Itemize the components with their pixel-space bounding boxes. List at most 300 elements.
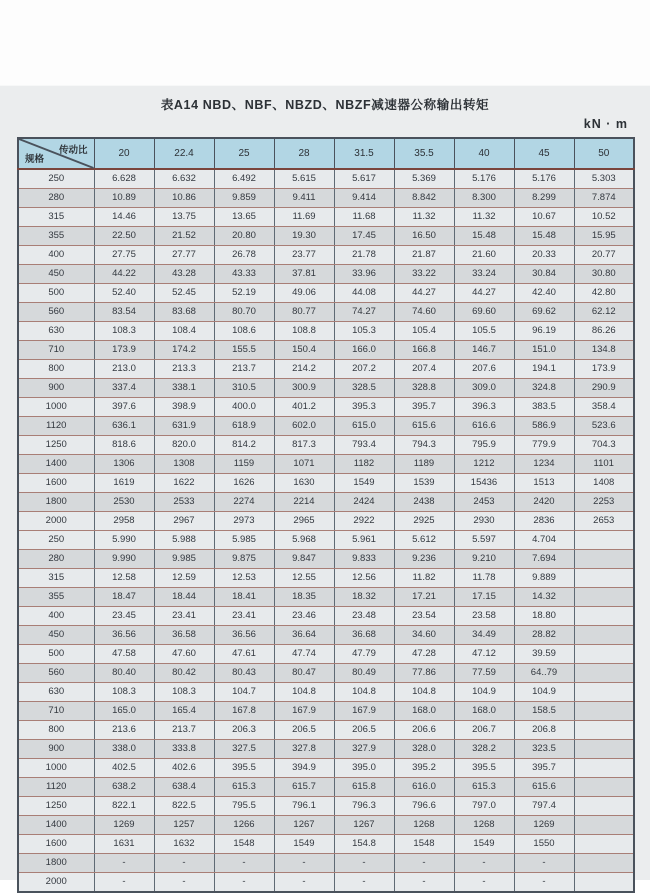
value-cell: 11.32 — [394, 208, 454, 227]
value-cell: 616.0 — [394, 778, 454, 797]
value-cell: 104.8 — [394, 683, 454, 702]
table-row — [18, 664, 634, 683]
value-cell: 13.65 — [214, 208, 274, 227]
value-cell: 5.303 — [574, 169, 634, 189]
value-cell: 814.2 — [214, 436, 274, 455]
value-cell: 104.8 — [334, 683, 394, 702]
table-row — [18, 854, 634, 873]
value-cell: 174.2 — [154, 341, 214, 360]
value-cell: - — [334, 873, 394, 893]
value-cell: 2453 — [454, 493, 514, 512]
value-cell: 395.5 — [214, 759, 274, 778]
value-cell: 1212 — [454, 455, 514, 474]
value-cell: 12.55 — [274, 569, 334, 588]
value-cell: 638.2 — [94, 778, 154, 797]
table-row — [18, 208, 634, 227]
value-cell: 80.49 — [334, 664, 394, 683]
value-cell: - — [274, 873, 334, 893]
table-row — [18, 702, 634, 721]
value-cell: 36.64 — [274, 626, 334, 645]
column-header: 35.5 — [394, 138, 454, 169]
value-cell: 5.369 — [394, 169, 454, 189]
value-cell: 615.6 — [514, 778, 574, 797]
value-cell: 206.5 — [334, 721, 394, 740]
value-cell: 395.7 — [514, 759, 574, 778]
value-cell: 52.45 — [154, 284, 214, 303]
value-cell: 207.4 — [394, 360, 454, 379]
value-cell: 80.47 — [274, 664, 334, 683]
value-cell: 1182 — [334, 455, 394, 474]
value-cell: 5.985 — [214, 531, 274, 550]
value-cell: 22.50 — [94, 227, 154, 246]
value-cell: 11.82 — [394, 569, 454, 588]
value-cell: 2253 — [574, 493, 634, 512]
value-cell: 2420 — [514, 493, 574, 512]
table-row — [18, 303, 634, 322]
value-cell: 18.80 — [514, 607, 574, 626]
value-cell — [574, 797, 634, 816]
table-row — [18, 569, 634, 588]
value-cell: 21.87 — [394, 246, 454, 265]
value-cell: 327.8 — [274, 740, 334, 759]
value-cell: 206.3 — [214, 721, 274, 740]
spec-cell: 560 — [18, 303, 94, 322]
value-cell: 11.68 — [334, 208, 394, 227]
value-cell — [574, 778, 634, 797]
value-cell: 1189 — [394, 455, 454, 474]
value-cell: 2424 — [334, 493, 394, 512]
table-row — [18, 645, 634, 664]
value-cell: 206.7 — [454, 721, 514, 740]
value-cell: 105.4 — [394, 322, 454, 341]
header-row — [18, 138, 634, 169]
spec-cell: 1000 — [18, 759, 94, 778]
value-cell: 8.300 — [454, 189, 514, 208]
value-cell: 5.176 — [454, 169, 514, 189]
value-cell: 43.28 — [154, 265, 214, 284]
value-cell: 23.45 — [94, 607, 154, 626]
value-cell: 15.48 — [454, 227, 514, 246]
value-cell: 615.3 — [454, 778, 514, 797]
value-cell: 44.08 — [334, 284, 394, 303]
value-cell: 49.06 — [274, 284, 334, 303]
value-cell: 1550 — [514, 835, 574, 854]
column-header: 45 — [514, 138, 574, 169]
spec-cell: 1800 — [18, 493, 94, 512]
value-cell: 10.67 — [514, 208, 574, 227]
value-cell: 8.299 — [514, 189, 574, 208]
table-row — [18, 436, 634, 455]
value-cell: - — [94, 873, 154, 893]
value-cell: 108.4 — [154, 322, 214, 341]
value-cell: 2214 — [274, 493, 334, 512]
value-cell: 6.628 — [94, 169, 154, 189]
value-cell: 44.27 — [454, 284, 514, 303]
value-cell: 13.75 — [154, 208, 214, 227]
value-cell: 104.8 — [274, 683, 334, 702]
value-cell: 704.3 — [574, 436, 634, 455]
value-cell: 42.40 — [514, 284, 574, 303]
table-row — [18, 189, 634, 208]
table-row — [18, 778, 634, 797]
value-cell: 396.3 — [454, 398, 514, 417]
value-cell: 44.27 — [394, 284, 454, 303]
value-cell: 83.54 — [94, 303, 154, 322]
spec-cell: 800 — [18, 360, 94, 379]
value-cell — [574, 550, 634, 569]
value-cell: 167.9 — [334, 702, 394, 721]
value-cell: 820.0 — [154, 436, 214, 455]
spec-cell: 450 — [18, 265, 94, 284]
spec-cell: 1250 — [18, 797, 94, 816]
spec-cell: 500 — [18, 645, 94, 664]
value-cell: 108.3 — [154, 683, 214, 702]
value-cell — [574, 645, 634, 664]
value-cell: 206.5 — [274, 721, 334, 740]
spec-cell: 450 — [18, 626, 94, 645]
value-cell — [574, 721, 634, 740]
table-row — [18, 588, 634, 607]
value-cell: - — [214, 854, 274, 873]
value-cell: 23.41 — [154, 607, 214, 626]
value-cell: 395.7 — [394, 398, 454, 417]
value-cell: 616.6 — [454, 417, 514, 436]
value-cell: 77.59 — [454, 664, 514, 683]
value-cell: 207.2 — [334, 360, 394, 379]
table-row — [18, 455, 634, 474]
column-header: 50 — [574, 138, 634, 169]
value-cell: 158.5 — [514, 702, 574, 721]
value-cell: 213.6 — [94, 721, 154, 740]
column-header: 28 — [274, 138, 334, 169]
value-cell: 1269 — [94, 816, 154, 835]
value-cell: 602.0 — [274, 417, 334, 436]
value-cell: 214.2 — [274, 360, 334, 379]
value-cell: 167.9 — [274, 702, 334, 721]
table-row — [18, 550, 634, 569]
value-cell: 9.236 — [394, 550, 454, 569]
value-cell: 1539 — [394, 474, 454, 493]
value-cell: 47.12 — [454, 645, 514, 664]
value-cell: 1630 — [274, 474, 334, 493]
value-cell: 74.27 — [334, 303, 394, 322]
value-cell: 168.0 — [394, 702, 454, 721]
value-cell: 5.968 — [274, 531, 334, 550]
value-cell: 395.2 — [394, 759, 454, 778]
spec-cell: 2000 — [18, 873, 94, 893]
value-cell: 18.35 — [274, 588, 334, 607]
value-cell: 615.8 — [334, 778, 394, 797]
value-cell: 96.19 — [514, 322, 574, 341]
value-cell: 108.3 — [94, 322, 154, 341]
value-cell: 5.988 — [154, 531, 214, 550]
value-cell: 18.47 — [94, 588, 154, 607]
value-cell: 47.60 — [154, 645, 214, 664]
value-cell: 9.210 — [454, 550, 514, 569]
value-cell: 17.21 — [394, 588, 454, 607]
value-cell — [574, 588, 634, 607]
spec-cell: 1600 — [18, 474, 94, 493]
table-row — [18, 246, 634, 265]
value-cell: 5.597 — [454, 531, 514, 550]
value-cell: 1513 — [514, 474, 574, 493]
value-cell: 166.0 — [334, 341, 394, 360]
value-cell: - — [454, 854, 514, 873]
value-cell: 394.9 — [274, 759, 334, 778]
value-cell: 795.9 — [454, 436, 514, 455]
value-cell: 1269 — [514, 816, 574, 835]
spec-cell: 355 — [18, 588, 94, 607]
value-cell: 1622 — [154, 474, 214, 493]
spec-cell: 280 — [18, 550, 94, 569]
spec-cell: 560 — [18, 664, 94, 683]
corner-cell — [18, 138, 94, 169]
spec-cell: 1600 — [18, 835, 94, 854]
value-cell: 150.4 — [274, 341, 334, 360]
value-cell: 173.9 — [574, 360, 634, 379]
value-cell: 105.3 — [334, 322, 394, 341]
value-cell: 323.5 — [514, 740, 574, 759]
value-cell: 5.617 — [334, 169, 394, 189]
value-cell: 1632 — [154, 835, 214, 854]
value-cell: 2967 — [154, 512, 214, 531]
value-cell: 207.6 — [454, 360, 514, 379]
spec-cell: 355 — [18, 227, 94, 246]
value-cell: 638.4 — [154, 778, 214, 797]
value-cell: 2653 — [574, 512, 634, 531]
value-cell: 12.53 — [214, 569, 274, 588]
value-cell: - — [154, 873, 214, 893]
value-cell: 21.78 — [334, 246, 394, 265]
value-cell: - — [514, 854, 574, 873]
value-cell: 134.8 — [574, 341, 634, 360]
value-cell: 9.847 — [274, 550, 334, 569]
value-cell: 18.44 — [154, 588, 214, 607]
value-cell: 80.40 — [94, 664, 154, 683]
spec-cell: 250 — [18, 531, 94, 550]
value-cell: 1549 — [274, 835, 334, 854]
value-cell: 2973 — [214, 512, 274, 531]
value-cell: 213.7 — [214, 360, 274, 379]
value-cell: 395.3 — [334, 398, 394, 417]
value-cell: 86.26 — [574, 322, 634, 341]
value-cell: - — [214, 873, 274, 893]
value-cell: 12.56 — [334, 569, 394, 588]
value-cell: 167.8 — [214, 702, 274, 721]
value-cell: 1549 — [454, 835, 514, 854]
column-header: 40 — [454, 138, 514, 169]
value-cell: 33.22 — [394, 265, 454, 284]
value-cell: 9.889 — [514, 569, 574, 588]
spec-cell: 1120 — [18, 778, 94, 797]
value-cell: 324.8 — [514, 379, 574, 398]
value-cell: 23.48 — [334, 607, 394, 626]
value-cell: 631.9 — [154, 417, 214, 436]
value-cell: 402.5 — [94, 759, 154, 778]
value-cell: 523.6 — [574, 417, 634, 436]
value-cell: 9.875 — [214, 550, 274, 569]
value-cell: 14.46 — [94, 208, 154, 227]
value-cell: 310.5 — [214, 379, 274, 398]
value-cell: 636.1 — [94, 417, 154, 436]
value-cell: 618.9 — [214, 417, 274, 436]
value-cell: 69.60 — [454, 303, 514, 322]
value-cell — [574, 759, 634, 778]
value-cell: 206.6 — [394, 721, 454, 740]
value-cell: 39.59 — [514, 645, 574, 664]
value-cell: 794.3 — [394, 436, 454, 455]
value-cell: 83.68 — [154, 303, 214, 322]
spec-cell: 710 — [18, 341, 94, 360]
value-cell: 397.6 — [94, 398, 154, 417]
value-cell: 11.32 — [454, 208, 514, 227]
value-cell: 108.8 — [274, 322, 334, 341]
value-cell: 1071 — [274, 455, 334, 474]
value-cell — [574, 664, 634, 683]
value-cell: 20.77 — [574, 246, 634, 265]
value-cell: 80.42 — [154, 664, 214, 683]
table-row — [18, 683, 634, 702]
value-cell: 9.414 — [334, 189, 394, 208]
value-cell: 21.60 — [454, 246, 514, 265]
spec-cell: 900 — [18, 379, 94, 398]
value-cell: - — [274, 854, 334, 873]
value-cell: 817.3 — [274, 436, 334, 455]
value-cell: 165.4 — [154, 702, 214, 721]
table-row — [18, 169, 634, 189]
torque-table — [17, 137, 635, 893]
value-cell: 1268 — [394, 816, 454, 835]
table-row — [18, 835, 634, 854]
value-cell — [574, 702, 634, 721]
value-cell: 1619 — [94, 474, 154, 493]
value-cell: 1548 — [394, 835, 454, 854]
corner-label-ratio: 传动比 — [58, 145, 88, 156]
table-row — [18, 417, 634, 436]
value-cell: - — [334, 854, 394, 873]
value-cell: 23.41 — [214, 607, 274, 626]
value-cell: 30.84 — [514, 265, 574, 284]
table-body — [18, 169, 634, 892]
column-header: 20 — [94, 138, 154, 169]
value-cell: 796.1 — [274, 797, 334, 816]
value-cell: 615.6 — [394, 417, 454, 436]
value-cell: 52.19 — [214, 284, 274, 303]
value-cell: - — [394, 873, 454, 893]
value-cell: 44.22 — [94, 265, 154, 284]
table-row — [18, 626, 634, 645]
spec-cell: 1250 — [18, 436, 94, 455]
value-cell: 173.9 — [94, 341, 154, 360]
value-cell: 26.78 — [214, 246, 274, 265]
value-cell: 15.48 — [514, 227, 574, 246]
value-cell: 358.4 — [574, 398, 634, 417]
value-cell: 69.62 — [514, 303, 574, 322]
value-cell: 15436 — [454, 474, 514, 493]
table-row — [18, 759, 634, 778]
spec-cell: 630 — [18, 683, 94, 702]
value-cell: 395.5 — [454, 759, 514, 778]
value-cell: 33.96 — [334, 265, 394, 284]
value-cell: 80.43 — [214, 664, 274, 683]
column-header: 31.5 — [334, 138, 394, 169]
value-cell — [574, 740, 634, 759]
value-cell: 5.990 — [94, 531, 154, 550]
value-cell: 338.0 — [94, 740, 154, 759]
value-cell: 77.86 — [394, 664, 454, 683]
value-cell: 34.49 — [454, 626, 514, 645]
value-cell: 779.9 — [514, 436, 574, 455]
value-cell: 1548 — [214, 835, 274, 854]
value-cell: 1257 — [154, 816, 214, 835]
value-cell: 47.74 — [274, 645, 334, 664]
value-cell — [574, 569, 634, 588]
value-cell: 9.411 — [274, 189, 334, 208]
value-cell: 64..79 — [514, 664, 574, 683]
value-cell: 5.612 — [394, 531, 454, 550]
unit-label: kN · m — [583, 117, 628, 131]
value-cell: 1308 — [154, 455, 214, 474]
value-cell: 2530 — [94, 493, 154, 512]
value-cell: 36.68 — [334, 626, 394, 645]
value-cell: 400.0 — [214, 398, 274, 417]
value-cell: 818.6 — [94, 436, 154, 455]
value-cell: 213.7 — [154, 721, 214, 740]
table-row — [18, 493, 634, 512]
value-cell — [574, 531, 634, 550]
value-cell: 23.54 — [394, 607, 454, 626]
value-cell: 586.9 — [514, 417, 574, 436]
spec-cell: 2000 — [18, 512, 94, 531]
table-row — [18, 398, 634, 417]
value-cell: 213.0 — [94, 360, 154, 379]
value-cell: 1549 — [334, 474, 394, 493]
value-cell: 155.5 — [214, 341, 274, 360]
value-cell — [574, 873, 634, 893]
value-cell: 194.1 — [514, 360, 574, 379]
value-cell: 18.32 — [334, 588, 394, 607]
value-cell: 10.52 — [574, 208, 634, 227]
value-cell: 6.492 — [214, 169, 274, 189]
table-row — [18, 341, 634, 360]
spec-cell: 710 — [18, 702, 94, 721]
value-cell: 30.80 — [574, 265, 634, 284]
value-cell: 2965 — [274, 512, 334, 531]
value-cell: 36.58 — [154, 626, 214, 645]
value-cell: 9.985 — [154, 550, 214, 569]
value-cell: 80.77 — [274, 303, 334, 322]
value-cell: 402.6 — [154, 759, 214, 778]
value-cell: 1159 — [214, 455, 274, 474]
value-cell: - — [454, 873, 514, 893]
value-cell: 166.8 — [394, 341, 454, 360]
value-cell: 33.24 — [454, 265, 514, 284]
table-row — [18, 797, 634, 816]
value-cell: 206.8 — [514, 721, 574, 740]
value-cell: 793.4 — [334, 436, 394, 455]
value-cell: 383.5 — [514, 398, 574, 417]
table-row — [18, 816, 634, 835]
value-cell: 165.0 — [94, 702, 154, 721]
value-cell: 74.60 — [394, 303, 454, 322]
value-cell: 328.2 — [454, 740, 514, 759]
value-cell: 11.78 — [454, 569, 514, 588]
value-cell: 15.95 — [574, 227, 634, 246]
value-cell: 213.3 — [154, 360, 214, 379]
value-cell: 5.176 — [514, 169, 574, 189]
value-cell: 2930 — [454, 512, 514, 531]
value-cell: - — [154, 854, 214, 873]
